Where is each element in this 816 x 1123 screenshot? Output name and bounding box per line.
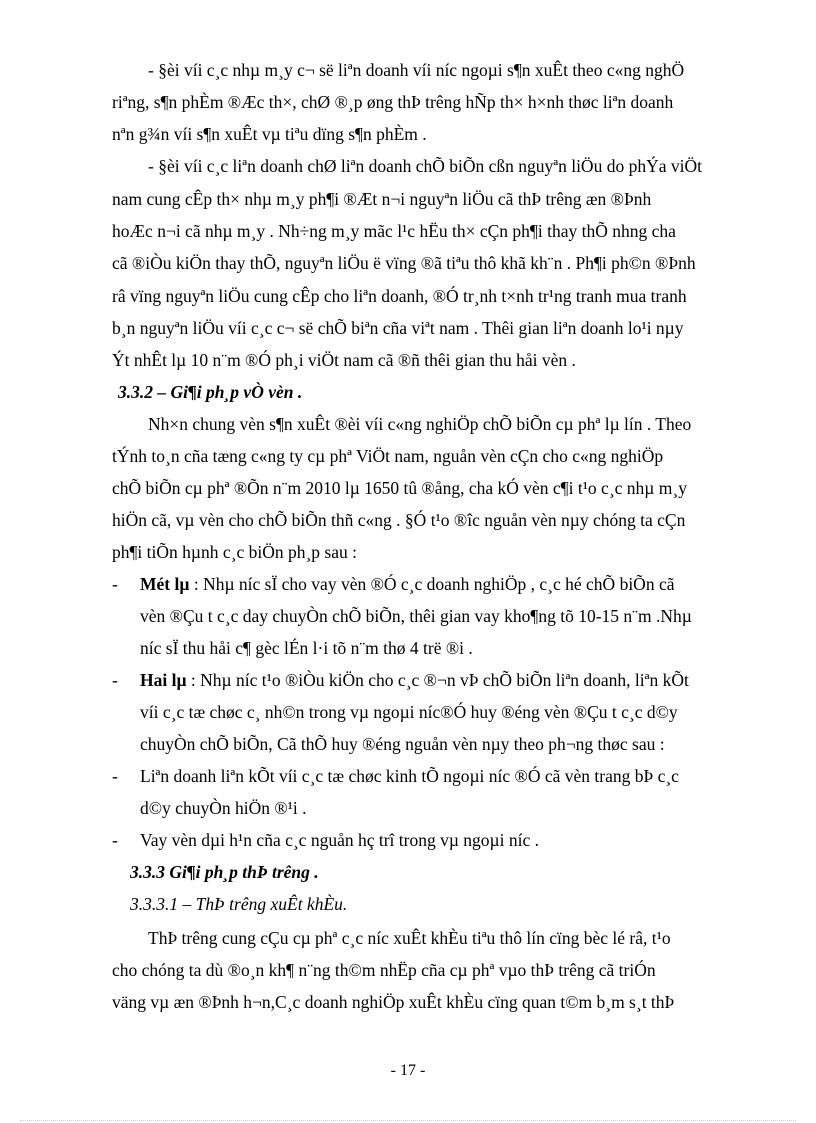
paragraph-line: ThÞ trêng cung cÇu cµ phª c¸c níc xuÊt khÈu tiªu thô lín cïng bèc lé râ, t¹o [148,928,671,948]
paragraph-line: - §èi víi c¸c nhµ m¸y c¬ së liªn doanh víi níc ngoµi s¶n xuÊt theo c«ng nghÖ [148,60,685,80]
paragraph-line: tÝnh to¸n cña tæng c«ng ty cµ phª ViÖt nam, nguån vèn cÇn cho c«ng nghiÖp [112,446,664,466]
bullet-dash: - [112,830,118,850]
paragraph-line: ph¶i tiÕn hµnh c¸c biÖn ph¸p sau : [112,542,357,562]
paragraph-line: Nh×n chung vèn s¶n xuÊt ®èi víi c«ng nghiÖp chÕ biÕn cµ phª lµ lín . Theo [148,414,692,434]
list-item-continuation: d©y chuyÒn hiÖn ®¹i . [140,798,307,818]
paragraph-line: väng vµ æn ®Þnh h¬n,C¸c doanh nghiÖp xuÊt khÈu cïng quan t©m b¸m s¸t thÞ [112,992,675,1012]
paragraph-line: cho chóng ta dù ®o¸n kh¶ n¨ng th©m nhËp cña cµ phª vµo thÞ trêng cã triÓn [112,960,656,980]
list-item-lead: Hai lµ [140,670,187,690]
list-item-continuation: víi c¸c tæ chøc c¸ nh©n trong vµ ngoµi níc®Ó huy ®éng vèn ®Çu t c¸c d©y [140,702,678,722]
list-item-text: : Nhµ níc t¹o ®iÒu kiÖn cho c¸c ®¬n vÞ chÕ biÕn liªn doanh, liªn kÕt [190,670,689,690]
paragraph-line: chÕ biÕn cµ phª ®Õn n¨m 2010 lµ 1650 tû ®ång, cha kÓ vèn c¶i t¹o c¸c nhµ m¸y [112,478,687,498]
paragraph-line: nam cung cÊp th× nhµ m¸y ph¶i ®Æt n¬i nguyªn liÖu cã thÞ trêng æn ®Þnh [112,189,652,209]
bullet-dash: - [112,574,118,594]
paragraph-line: riªng, s¶n phÈm ®Æc th×, chØ ®¸p øng thÞ trêng hÑp th× h×nh thøc liªn doanh [112,92,674,112]
paragraph-line: râ vïng nguyªn liÖu cung cÊp cho liªn doanh, ®Ó tr¸nh t×nh tr¹ng tranh mua tranh [112,286,687,306]
list-item: Vay vèn dµi h¹n cña c¸c nguån hç trî trong vµ ngoµi níc . [140,830,540,850]
list-item-continuation: chuyÒn chÕ biÕn, Cã thÕ huy ®éng nguån vèn nµy theo ph¬ng thøc sau : [140,734,665,754]
paragraph-line: b¸n nguyªn liÖu víi c¸c c¬ së chÕ biªn cña viªt nam . Thêi gian liªn doanh lo¹i nµy [112,318,684,338]
paragraph-line: - §èi víi c¸c liªn doanh chØ liªn doanh chÕ biÕn cßn nguyªn liÖu do phÝa viÖt [148,156,702,176]
subsection-heading: 3.3.3.1 – ThÞ trêng xuÊt khÈu. [130,894,348,914]
list-item-continuation: vèn ®Çu t c¸c day chuyÒn chÕ biÕn, thêi gian vay kho¶ng tõ 10-15 n¨m .Nhµ [140,606,692,626]
bullet-dash: - [112,766,118,786]
list-item [140,572,674,596]
section-heading: 3.3.2 – Gi¶i ph¸p vÒ vèn . [118,382,303,402]
paragraph-line: hiÖn cã, vµ vèn cho chÕ biÕn thñ c«ng . §Ó t¹o ®îc nguån vèn nµy chóng ta cÇn [112,510,686,530]
list-item-lead: Mét lµ [140,574,190,594]
list-item [140,668,689,692]
paragraph-line: cã ®iÒu kiÖn thay thÕ, nguyªn liÖu ë vïng ®ã tiªu thô khã kh¨n . Ph¶i ph©n ®Þnh [112,253,696,273]
bullet-dash: - [112,670,118,690]
page-edge-divider [20,1120,796,1121]
paragraph-line: hoÆc n¬i cã nhµ m¸y . Nh÷ng m¸y mãc l¹c hËu th× cÇn ph¶i thay thÕ nhng cha [112,221,676,241]
list-item: Liªn doanh liªn kÕt víi c¸c tæ chøc kinh tÕ ngoµi níc ®Ó cã vèn trang bÞ c¸c [140,766,679,786]
paragraph-line: Ýt nhÊt lµ 10 n¨m ®Ó ph¸i viÖt nam cã ®ñ thêi gian thu håi vèn . [112,350,576,370]
page-number: - 17 - [390,1062,426,1079]
list-item-continuation: níc sÏ thu håi c¶ gèc lÉn l·i tõ n¨m thø 4 trë ®i . [140,638,473,658]
paragraph-line: nªn g¾n víi s¶n xuÊt vµ tiªu dïng s¶n phÈm . [112,124,427,144]
section-heading: 3.3.3 Gi¶i ph¸p thÞ trêng . [130,862,319,882]
list-item-text: : Nhµ níc sÏ cho vay vèn ®Ó c¸c doanh nghiÖp , c¸c hé chÕ biÕn cã [193,574,675,594]
